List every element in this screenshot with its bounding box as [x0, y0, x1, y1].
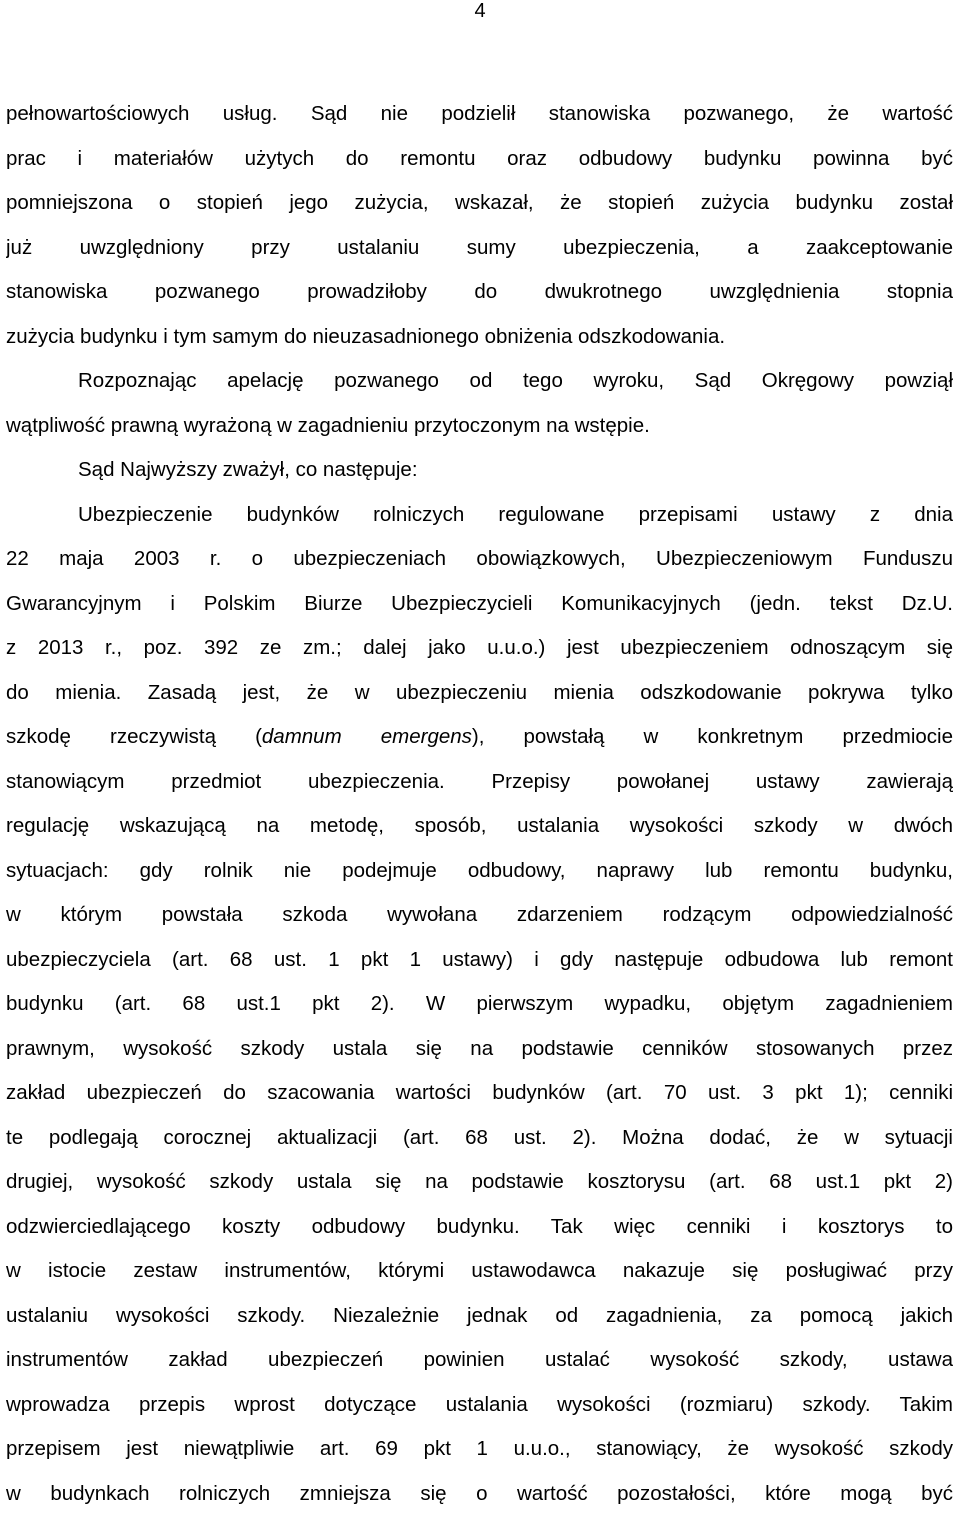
text-line: regulację wskazującą na metodę, sposób, ustalania wysokości szkody w dwóch	[6, 804, 953, 849]
text-line: Rozpoznając apelację pozwanego od tego wyroku, Sąd Okręgowy powziął	[6, 359, 953, 404]
text-line: do mienia. Zasadą jest, że w ubezpieczeniu mienia odszkodowanie pokrywa tylko	[6, 671, 953, 716]
text-line: z 2013 r., poz. 392 ze zm.; dalej jako u.u.o.) jest ubezpieczeniem odnoszącym się	[6, 626, 953, 671]
text-line: budynku (art. 68 ust.1 pkt 2). W pierwszym wypadku, objętym zagadnieniem	[6, 982, 953, 1027]
text-line: instrumentów zakład ubezpieczeń powinien ustalać wysokość szkody, ustawa	[6, 1338, 953, 1383]
text-line: Ubezpieczenie budynków rolniczych regulowane przepisami ustawy z dnia	[6, 493, 953, 538]
text-line: Gwarancyjnym i Polskim Biurze Ubezpieczycieli Komunikacyjnych (jedn. tekst Dz.U.	[6, 582, 953, 627]
text-line: Sąd Najwyższy zważył, co następuje:	[6, 448, 953, 493]
text-line: te podlegają corocznej aktualizacji (art. 68 ust. 2). Można dodać, że w sytuacji	[6, 1116, 953, 1161]
text-segment: ), powstałą w konkretnym przedmiocie	[472, 725, 953, 748]
text-line: prac i materiałów użytych do remontu oraz odbudowy budynku powinna być	[6, 137, 953, 182]
text-line: wprowadza przepis wprost dotyczące ustalania wysokości (rozmiaru) szkody. Takim	[6, 1383, 953, 1428]
text-line: już uwzględniony przy ustalaniu sumy ubezpieczenia, a zaakceptowanie	[6, 226, 953, 271]
text-line: odzwierciedlającego koszty odbudowy budynku. Tak więc cenniki i kosztorys to	[6, 1205, 953, 1250]
text-line: stanowiącym przedmiot ubezpieczenia. Przepisy powołanej ustawy zawierają	[6, 760, 953, 805]
text-line: ubezpieczyciela (art. 68 ust. 1 pkt 1 ustawy) i gdy następuje odbudowa lub remont	[6, 938, 953, 983]
text-line: pomniejszona o stopień jego zużycia, wskazał, że stopień zużycia budynku został	[6, 181, 953, 226]
text-line: 22 maja 2003 r. o ubezpieczeniach obowiązkowych, Ubezpieczeniowym Funduszu	[6, 537, 953, 582]
text-line: zużycia budynku i tym samym do nieuzasadnionego obniżenia odszkodowania.	[6, 315, 953, 360]
text-line: ustalaniu wysokości szkody. Niezależnie jednak od zagadnienia, za pomocą jakich	[6, 1294, 953, 1339]
page-number: 4	[470, 0, 490, 22]
text-line: drugiej, wysokość szkody ustala się na podstawie kosztorysu (art. 68 ust.1 pkt 2)	[6, 1160, 953, 1205]
text-line: zakład ubezpieczeń do szacowania wartości budynków (art. 70 ust. 3 pkt 1); cenniki	[6, 1071, 953, 1116]
text-line: w budynkach rolniczych zmniejsza się o wartość pozostałości, które mogą być	[6, 1472, 953, 1516]
text-line: stanowiska pozwanego prowadziłoby do dwukrotnego uwzględnienia stopnia	[6, 270, 953, 315]
text-line: pełnowartościowych usług. Sąd nie podzielił stanowiska pozwanego, że wartość	[6, 92, 953, 137]
italic-term: damnum emergens	[262, 725, 472, 748]
text-line: w którym powstała szkoda wywołana zdarzeniem rodzącym odpowiedzialność	[6, 893, 953, 938]
text-segment: szkodę rzeczywistą (	[6, 725, 262, 748]
document-body	[6, 92, 953, 1516]
text-line: prawnym, wysokość szkody ustala się na podstawie cenników stosowanych przez	[6, 1027, 953, 1072]
text-line: sytuacjach: gdy rolnik nie podejmuje odbudowy, naprawy lub remontu budynku,	[6, 849, 953, 894]
text-line: w istocie zestaw instrumentów, którymi ustawodawca nakazuje się posługiwać przy	[6, 1249, 953, 1294]
text-line	[6, 715, 953, 760]
text-line: wątpliwość prawną wyrażoną w zagadnieniu przytoczonym na wstępie.	[6, 404, 953, 449]
text-line: przepisem jest niewątpliwie art. 69 pkt 1 u.u.o., stanowiący, że wysokość szkody	[6, 1427, 953, 1472]
